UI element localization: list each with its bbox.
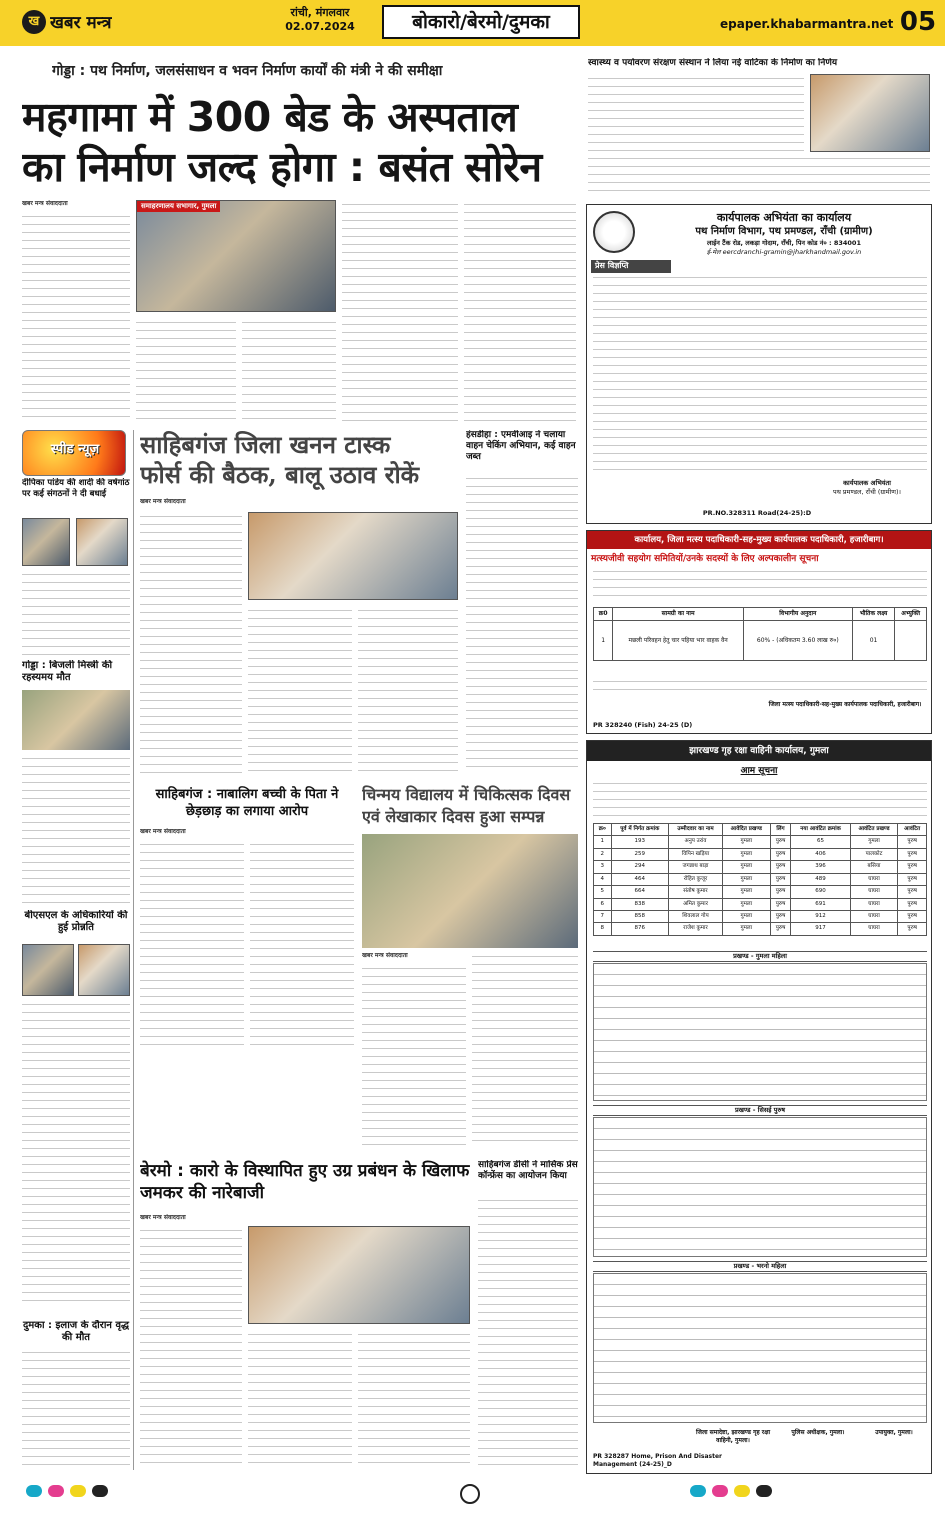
hansdiha-body: [466, 474, 578, 774]
page-number: 05: [899, 7, 937, 37]
hg-cell: 858: [611, 910, 668, 922]
hg-col-block: आवेदित प्रखण्ड: [722, 824, 770, 836]
chinmaya-byline: खबर मन्त्र संवाददाता: [362, 952, 408, 959]
lead-column-1: [22, 212, 130, 424]
hg-table-row: [594, 861, 927, 873]
sahibganj-task-col3: [358, 606, 458, 774]
hg-cell: गुमला: [722, 886, 770, 898]
black-mark: [756, 1485, 772, 1497]
hg-cell: पुरुष: [770, 848, 791, 860]
fisheries-col-remark: अभ्युक्ति: [895, 608, 927, 621]
bermo-col3: [358, 1330, 470, 1470]
hg-cell: 7: [594, 910, 612, 922]
speed-news-item2-photo: [22, 690, 130, 750]
masthead-name: खबर मन्त्र: [50, 13, 112, 33]
chinmaya-col2: [472, 952, 578, 1148]
bermo-photo: [248, 1226, 470, 1324]
speed-news-badge: [22, 430, 126, 476]
notice-road-org: कार्यपालक अभियंता का कार्यालय: [716, 211, 852, 224]
hg-signer-left: जिला समादेष्टा, झारखण्ड गृह रक्षा वाहिनी, गुमला।: [695, 1429, 771, 1445]
yellow-mark: [70, 1485, 86, 1497]
fisheries-row-item: मछली परिवहन हेतु चार पहिया भार वाहक वैन: [613, 621, 743, 661]
hg-cell: 193: [611, 836, 668, 848]
hg-cell: 396: [791, 861, 850, 873]
emblem-icon: [593, 211, 635, 253]
hg-signer-mid: पुलिस अधीक्षक, गुमला।: [791, 1429, 845, 1436]
sahibganj-dc-headline: साहिबगंज डीसी ने मासिक प्रेस कॉन्फ्रेंस का आयोजन किया: [478, 1160, 578, 1181]
sahibganj-minor-col2: [250, 840, 354, 1052]
hg-cell: 876: [611, 923, 668, 935]
notice-road-signer: कार्यपालक अभियंता: [843, 479, 891, 487]
hg-cell: पालकोट: [850, 848, 898, 860]
speed-news-item4-body: [22, 1348, 130, 1468]
hg-cell: पुरुष: [898, 886, 927, 898]
hg-cell: बसिया: [850, 861, 898, 873]
lead-photo: [136, 200, 336, 312]
hg-cell: गुमला: [722, 848, 770, 860]
hg-cell: राजेश कुमार: [669, 923, 723, 935]
chinmaya-headline: चिन्मय विद्यालय में चिकित्सक दिवस एवं लेखाकार दिवस हुआ सम्पन्न: [362, 785, 571, 826]
hg-section3-rows: [593, 1117, 927, 1257]
hg-section4-rows: [593, 1273, 927, 1423]
notice-road-org2: पथ निर्माण विभाग, पथ प्रमण्डल, राँची (ग्रामीण): [695, 226, 873, 237]
hg-cell: 65: [791, 836, 850, 848]
hg-cell: अनुप उरांव: [669, 836, 723, 848]
notice-home-guard-body: [593, 779, 927, 819]
yellow-mark: [734, 1485, 750, 1497]
lead-column-5: [464, 200, 576, 424]
hg-cell: 917: [791, 923, 850, 935]
hg-cell: 259: [611, 848, 668, 860]
hg-cell: 8: [594, 923, 612, 935]
bermo-col1: [140, 1226, 242, 1470]
hg-cell: पुरुष: [898, 898, 927, 910]
hg-cell: पुरुष: [898, 873, 927, 885]
fisheries-col-grant: विभागीय अनुदान: [743, 608, 852, 621]
hg-cell: पुरुष: [770, 886, 791, 898]
hg-section4: प्रखण्ड - भरनो महिला: [593, 1261, 927, 1272]
hg-cell: 691: [791, 898, 850, 910]
notice-road-division: [586, 204, 932, 524]
hg-cell: घाघरा: [850, 910, 898, 922]
hg-cell: पुरुष: [770, 873, 791, 885]
hg-cell: पुरुष: [898, 836, 927, 848]
notice-road-title: प्रेस विज्ञप्ति: [591, 260, 671, 273]
sahibganj-minor-headline: साहिबगंज : नाबालिग बच्ची के पिता ने छेड़छाड़ का लगाया आरोप: [155, 787, 339, 819]
lead-column-3: [242, 318, 336, 424]
hg-table-row: [594, 910, 927, 922]
hg-col-new: नया आवंटित क्रमांक: [791, 824, 850, 836]
registration-marks: [26, 1485, 286, 1499]
hg-cell: पुरुष: [898, 848, 927, 860]
hg-cell: 664: [611, 886, 668, 898]
lead-headline-line2: का निर्माण जल्द होगा : बसंत सोरेन: [22, 143, 542, 191]
bermo-byline: खबर मन्त्र संवाददाता: [140, 1214, 186, 1221]
hg-cell: गुमला: [722, 923, 770, 935]
lead-column-4: [342, 200, 458, 424]
hg-cell: 6: [594, 898, 612, 910]
notice-road-pr: PR.NO.328311 Road(24-25):D: [702, 509, 812, 517]
hg-cell: घाघरा: [850, 873, 898, 885]
speed-news-item1-photo-1: [22, 518, 70, 566]
cyan-mark: [26, 1485, 42, 1497]
hg-cell: पुरुष: [770, 861, 791, 873]
notice-fisheries-body: [593, 567, 927, 603]
sahibganj-minor-col1: [140, 840, 244, 1052]
masthead-logo-icon: ख: [22, 10, 46, 34]
hg-cell: गुमला: [722, 836, 770, 848]
hg-pr: PR 328287 Home, Prison And Disaster Management (24-25)_D: [593, 1453, 722, 1469]
hg-cell: रोहित कुजूर: [669, 873, 723, 885]
hg-cell: 3: [594, 861, 612, 873]
section-title: बोकारो/बेरमो/दुमका: [382, 5, 580, 39]
hg-cell: 489: [791, 873, 850, 885]
hg-section3: प्रखण्ड - सिसई पुरुष: [593, 1105, 927, 1116]
sahibganj-task-photo: [248, 512, 458, 600]
hg-cell: पुरुष: [770, 910, 791, 922]
magenta-mark: [712, 1485, 728, 1497]
tourism-body-2: [588, 154, 930, 198]
speed-news-badge-label: स्पीड न्यूज़: [50, 442, 100, 457]
hg-cell: 912: [791, 910, 850, 922]
hg-cell: 2: [594, 848, 612, 860]
speed-news-item3-head: बीएसएल के अधिकारियों की हुई प्रोन्नति: [24, 910, 128, 933]
fisheries-row-sl: 1: [594, 621, 613, 661]
epaper-link[interactable]: epaper.khabarmantra.net: [720, 17, 894, 31]
sahibganj-task-byline: खबर मन्त्र संवाददाता: [140, 498, 186, 505]
hg-cell: 1: [594, 836, 612, 848]
hg-col-alloc: आवंटित: [898, 824, 927, 836]
hg-col-name: उम्मीदवार का नाम: [669, 824, 723, 836]
hg-cell: 838: [611, 898, 668, 910]
notice-fisheries-table: [593, 607, 927, 661]
hg-table-row: [594, 886, 927, 898]
hg-cell: पुरुष: [898, 861, 927, 873]
notice-home-guard-title: आम सूचना: [740, 766, 778, 776]
bermo-col2: [248, 1330, 352, 1470]
tourism-photo: [810, 74, 930, 152]
hg-col-alloc-block: आवंटित प्रखण्ड: [850, 824, 898, 836]
crosshair-icon: [460, 1484, 480, 1504]
chinmaya-col1: [362, 964, 466, 1148]
lead-byline: खबर मन्त्र संवाददाता: [22, 200, 68, 207]
sahibganj-task-headline-line2: फोर्स की बैठक, बालू उठाव रोकें: [140, 460, 420, 489]
sahibganj-dc-body: [478, 1196, 578, 1470]
notice-fisheries-title: मत्स्यजीवी सहयोग समितियों/उनके सदस्यों के लिए अल्पकालीन सूचना: [591, 554, 819, 564]
bermo-headline: बेरमो : कारो के विस्थापित हुए उग्र प्रबंधन के खिलाफ जमकर की नारेबाजी: [140, 1161, 470, 1203]
lead-photo-caption: समाहरणालय सभागार, गुमला: [137, 201, 220, 212]
notice-fisheries: [586, 530, 932, 734]
masthead-dateline: [275, 6, 365, 34]
hg-cell: जगन्नाथ बाड़ा: [669, 861, 723, 873]
speed-news-item1-photo-2: [76, 518, 128, 566]
hg-cell: 690: [791, 886, 850, 898]
hg-table-row: [594, 923, 927, 935]
notice-road-email: ई-मेल eercdranchi-gramin@jharkhandmail.gov.in: [706, 248, 862, 256]
speed-news-item3-body: [22, 1000, 130, 1308]
registration-marks-right: [690, 1485, 945, 1499]
hg-cell: 406: [791, 848, 850, 860]
speed-news-item3-photo-1: [22, 944, 74, 996]
speed-news-item3-photo-2: [78, 944, 130, 996]
hg-cell: पुरुष: [770, 898, 791, 910]
masthead-date: 02.07.2024: [285, 20, 355, 33]
hg-cell: 464: [611, 873, 668, 885]
lead-headline: [22, 92, 577, 192]
notice-fisheries-signer: जिला मत्स्य पदाधिकारी-सह-मुख्य कार्यपालक पदाधिकारी, हजारीबाग।: [768, 701, 922, 708]
hg-section2-rows: [593, 963, 927, 1101]
notice-home-guard: [586, 740, 932, 1474]
hg-cell: गुमला: [722, 910, 770, 922]
column-rule: [133, 430, 134, 1470]
notice-fisheries-pr: PR 328240 (Fish) 24-25 (D): [593, 721, 693, 729]
hg-col-prev: पूर्व में निर्गत क्रमांक: [611, 824, 668, 836]
sahibganj-minor-byline: खबर मन्त्र संवाददाता: [140, 828, 186, 835]
hg-cell: पुरुष: [898, 910, 927, 922]
masthead-city-day: रांची, मंगलवार: [290, 6, 350, 19]
fisheries-row-remark: [895, 621, 927, 661]
hg-cell: पुरुष: [770, 836, 791, 848]
fisheries-col-sl: क्र0: [594, 608, 613, 621]
hg-table-row: [594, 836, 927, 848]
tourism-body: [588, 74, 804, 152]
hg-cell: गुमला: [722, 861, 770, 873]
hg-cell: गुमला: [722, 873, 770, 885]
hg-cell: विपिन खड़िया: [669, 848, 723, 860]
hg-table-row: [594, 848, 927, 860]
notice-road-signer2: पथ प्रमण्डल, राँची (ग्रामीण)।: [833, 488, 901, 496]
hg-signer-right: उपायुक्त, गुमला।: [875, 1429, 913, 1436]
hg-cell: पुरुष: [770, 923, 791, 935]
home-guard-table: [593, 823, 927, 936]
hg-cell: शिवलाल गोप: [669, 910, 723, 922]
notice-home-guard-band: झारखण्ड गृह रक्षा वाहिनी कार्यालय, गुमला: [587, 741, 931, 761]
hg-cell: घाघरा: [850, 898, 898, 910]
hg-table-row: [594, 873, 927, 885]
sahibganj-task-col2: [248, 606, 352, 774]
black-mark: [92, 1485, 108, 1497]
hg-cell: गुमला: [722, 898, 770, 910]
hg-cell: 4: [594, 873, 612, 885]
lead-column-2: [136, 318, 236, 424]
fisheries-row-target: 01: [852, 621, 895, 661]
hansdiha-headline: हंसडीहा : एमवीआइ ने चलाया वाहन चेकिंग अभियान, कई वाहन जब्त: [466, 430, 576, 462]
speed-news-item1-body: [22, 570, 130, 656]
speed-news-item1-head: दीपिका पांडेय की शादी की वर्षगांठ पर कई संगठनों ने दी बधाई: [22, 478, 130, 499]
notice-fisheries-body-2: [593, 677, 927, 697]
hg-cell: घाघरा: [850, 886, 898, 898]
fisheries-col-target: भौतिक लक्ष्य: [852, 608, 895, 621]
speed-news-item2-body: [22, 754, 130, 904]
tourism-headline: स्वास्थ्य व पर्यावरण संरक्षण संस्थान ने लिया नई वाटिका के निर्माण का निर्णय: [588, 58, 838, 68]
fisheries-col-item: सामग्री का नाम: [613, 608, 743, 621]
notice-fisheries-band: कार्यालय, जिला मत्स्य पदाधिकारी-सह-मुख्य कार्यपालक पदाधिकारी, हजारीबाग।: [587, 531, 931, 549]
sahibganj-task-headline: [140, 430, 480, 490]
magenta-mark: [48, 1485, 64, 1497]
sahibganj-task-headline-line1: साहिबगंज जिला खनन टास्क: [140, 430, 391, 459]
lead-headline-line1: महगामा में 300 बेड के अस्पताल: [22, 93, 518, 141]
hg-cell: 294: [611, 861, 668, 873]
hg-cell: संतोष कुमार: [669, 886, 723, 898]
notice-road-address: लाईन टैंक रोड, लकड़ा गोदाम, राँची, पिन कोड नं० : 834001: [707, 239, 861, 247]
cyan-mark: [690, 1485, 706, 1497]
notice-road-body: [593, 273, 927, 473]
hg-table-row: [594, 898, 927, 910]
hg-section2: प्रखण्ड - गुमला महिला: [593, 951, 927, 962]
hg-cell: गुमला: [850, 836, 898, 848]
sahibganj-task-col1: [140, 512, 242, 774]
hg-col-sl: क्र०: [594, 824, 612, 836]
hg-cell: 5: [594, 886, 612, 898]
speed-news-item2-head: गोड्डा : बिजली मिस्त्री की रहस्यमय मौत: [22, 660, 113, 683]
speed-news-item4-head: दुमका : इलाज के दौरान वृद्ध की मौत: [22, 1320, 130, 1343]
hg-cell: घाघरा: [850, 923, 898, 935]
fisheries-row-grant: 60% - (अधिकतम 3.60 लाख रु०): [743, 621, 852, 661]
chinmaya-photo: [362, 834, 578, 948]
hg-cell: अमित कुमार: [669, 898, 723, 910]
hg-col-gender: लिंग: [770, 824, 791, 836]
lead-kicker: गोड्डा : पथ निर्माण, जलसंसाधन व भवन निर्माण कार्यों की मंत्री ने की समीक्षा: [52, 63, 443, 79]
hg-cell: पुरुष: [898, 923, 927, 935]
